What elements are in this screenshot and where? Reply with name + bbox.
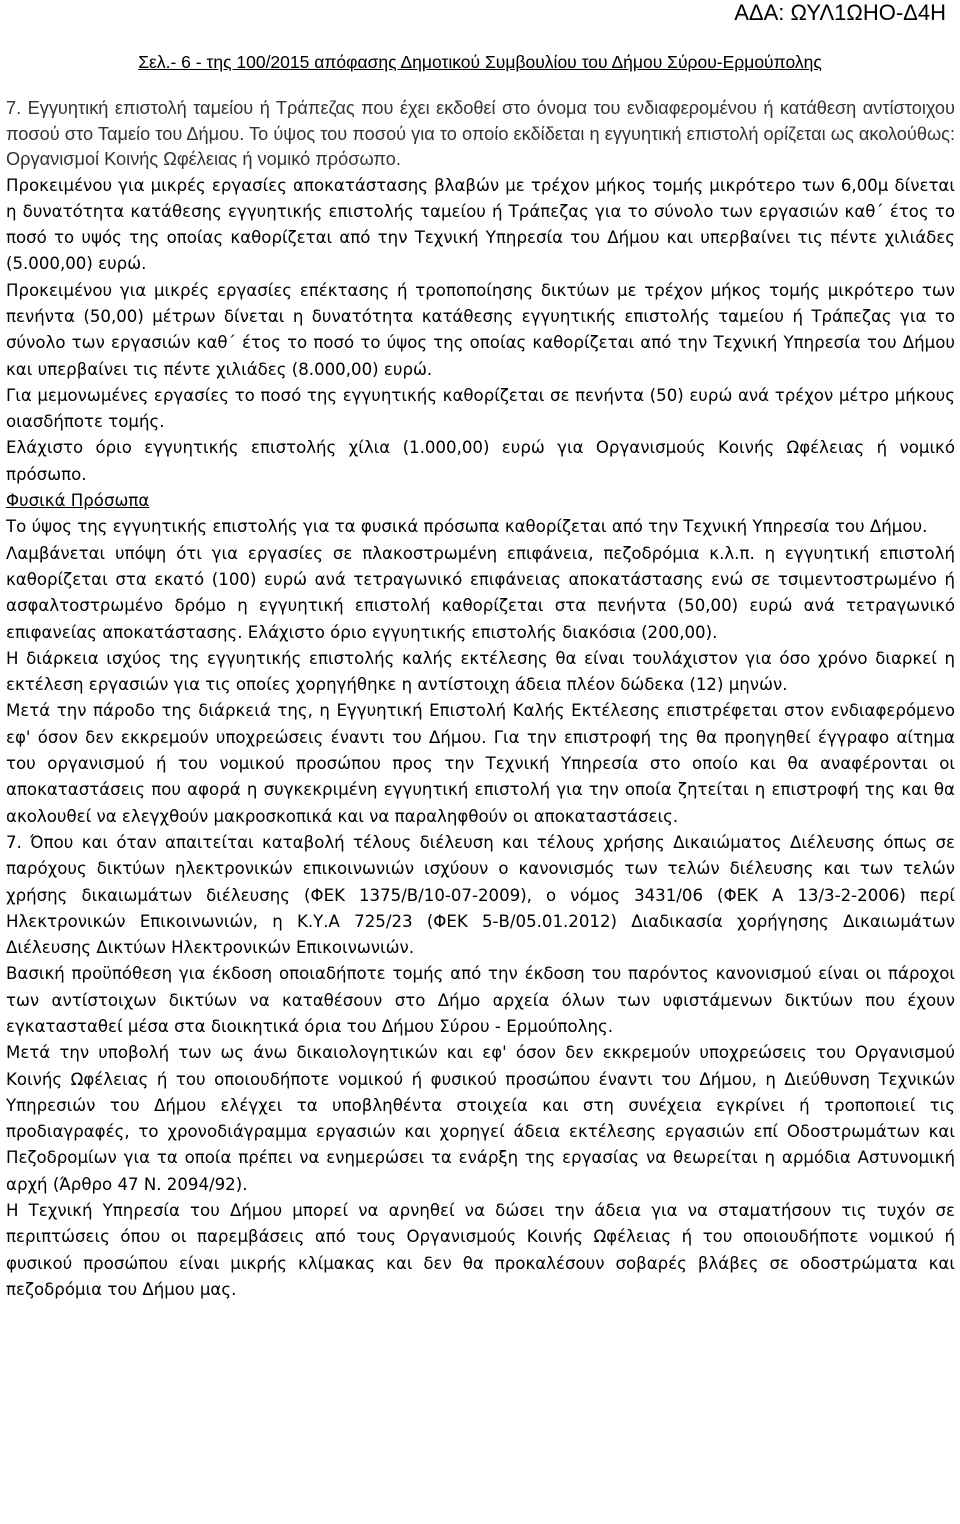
paragraph-passage-fees: 7. Όπου και όταν απαιτείται καταβολή τέλους διέλευση και τέλους χρήσης Δικαιώματος Διέλευσης όπως σε παρόχους δικτύων ηλεκτρονικών επικοινωνιών ισχύουν ο κανονισμός των τελών διέλευσης και των τελών χρήσης δικαιωμάτων διέλευσης (ΦΕΚ 1375/Β/10-07-2009), ο νόμος 3431/06 (ΦΕΚ Α 13/3-2-2006) περί Ηλεκτρονικών Επικοινωνιών, η Κ.Υ.Α 725/23 (ΦΕΚ 5-Β/05.01.2012) Διαδικασία χορήγησης Δικαιωμάτων Διέλευσης Δικτύων Ηλεκτρονικών Επικοινωνιών. bbox=[6, 832, 955, 958]
paragraph-repair-works: Προκειμένου για μικρές εργασίες αποκατάστασης βλαβών με τρέχον μήκος τομής μικρότερο των 6,00μ δίνεται η δυνατότητα κατάθεσης εγγυητικής επιστολής ταμείου ή Τράπεζας για το σύνολο των εργασιών καθ΄ έτος το ποσό το υψός της οποίας καθορίζεται από την Τεχνική Υπηρεσία του Δήμου και υπερβαίνει τις πέντε χιλιάδες (5.000,00) ευρώ. bbox=[6, 175, 955, 274]
paragraph-natural-persons-amount: Το ύψος της εγγυητικής επιστολής για τα φυσικά πρόσωπα καθορίζεται από την Τεχνική Υπηρεσία του Δήμου. bbox=[6, 517, 928, 537]
paragraph-guarantee-letter: 7. Εγγυητική επιστολή ταμείου ή Τράπεζας που έχει εκδοθεί στο όνομα του ενδιαφερομένου ή κατάθεση αντίστοιχου ποσού στο Ταμείο του Δήμου. Το ύψος του ποσού για το οποίο εκδίδεται η εγγυητική επιστολή ορίζεται ως ακολούθως: Οργανισμοί Κοινής Ωφέλειας ή νομικό πρόσωπο. bbox=[6, 98, 955, 169]
paragraph-individual-works: Για μεμονωμένες εργασίες το ποσό της εγγυητικής καθορίζεται σε πενήντα (50) ευρώ ανά τρέχον μέτρο μήκους οιασδήποτε τομής. bbox=[6, 385, 955, 432]
paragraph-validity-duration: Η διάρκεια ισχύος της εγγυητικής επιστολής καλής εκτέλεσης θα είναι τουλάχιστον για όσο χρόνο διαρκεί η εκτέλεση εργασιών για τις οποίες χορηγήθηκε η αντίστοιχη άδεια πλέον δώδεκα (12) μηνών. bbox=[6, 648, 955, 695]
ada-code: ΑΔΑ: ΩΥΛ1ΩΗΟ-Δ4Η bbox=[734, 0, 946, 25]
paragraph-return-of-letter: Μετά την πάροδο της διάρκειά της, η Εγγυητική Επιστολή Καλής Εκτέλεσης επιστρέφεται στον ενδιαφερόμενο εφ' όσον δεν εκκρεμούν υποχρεώσεις έναντι του Δήμου. Για την επιστροφή της θα προηγηθεί έγγραφο αίτημα του οργανισμού ή του νομικού προσώπου προς την Τεχνική Υπηρεσία στο οποίο και θα αναφέρονται οι αποκαταστάσεις που αφορά η συγκεκριμένη εγγυητική επιστολή για την οποία ζητείται η επιστροφή της και θα ακολουθεί να ελεγχθούν μακροσκοπικά και να παραληφθούν οι αποκαταστάσεις. bbox=[6, 701, 955, 826]
heading-natural-persons: Φυσικά Πρόσωπα bbox=[6, 491, 150, 511]
paragraph-basic-prerequisite: Βασική προϋπόθεση για έκδοση οποιαδήποτε τομής από την έκδοση του παρόντος κανονισμού είναι οι πάροχοι των αντίστοιχων δικτύων να καταθέσουν στο Δήμο αρχεία όλων των υφιστάμενων δικτύων που έχουν εγκατασταθεί μέσα στα διοικητικά όρια του Δήμου Σύρου - Ερμούπολης. bbox=[6, 964, 955, 1036]
running-header: Σελ.- 6 - της 100/2015 απόφασης Δημοτικού Συμβουλίου του Δήμου Σύρου-Ερμούπολης bbox=[138, 52, 822, 72]
paragraph-extension-works: Προκειμένου για μικρές εργασίες επέκτασης ή τροποποίησης δικτύων με τρέχον μήκος τομής μικρότερο των πενήντα (50,00) μέτρων δίνεται η δυνατότητα κατάθεσης εγγυητικής επιστολής ταμείου ή Τράπεζας για το σύνολο των εργασιών καθ΄ έτος το ποσό το ύψος της οποίας καθορίζεται από την Τεχνική Υπηρεσία του Δήμου και υπερβαίνει τις πέντε χιλιάδες (8.000,00) ευρώ. bbox=[6, 280, 955, 379]
paragraph-permit-refusal: Η Τεχνική Υπηρεσία του Δήμου μπορεί να αρνηθεί να δώσει την άδεια για να σταματήσουν τις τυχόν σε περιπτώσεις όπου οι παρεμβάσεις από τους Οργανισμούς Κοινής Ωφέλειας ή του οποιουδήποτε νομικού ή φυσικού προσώπου είναι μικρής κλίμακας και δεν θα προκαλέσουν σοβαρές βλάβες σε οδοστρώματα και πεζοδρόμια του Δήμου μας. bbox=[6, 1201, 955, 1299]
paragraph-paved-surfaces: Λαμβάνεται υπόψη ότι για εργασίες σε πλακοστρωμένη επιφάνεια, πεζοδρόμια κ.λ.π. η εγγυητική επιστολή καθορίζεται στα εκατό (100) ευρώ ανά τετραγωνικό επιφάνειας αποκατάστασης ενώ σε τσιμεντοστρωμένο ή ασφαλτοστρωμένο δρόμο η εγγυητική επιστολή καθορίζεται στα πενήντα (50,00) ευρώ ανά τετραγωνικό επιφανείας αποκατάστασης. Ελάχιστο όριο εγγυητικής επιστολής διακόσια (200,00). bbox=[6, 543, 955, 642]
paragraph-permit-process: Μετά την υποβολή των ως άνω δικαιολογητικών και εφ' όσον δεν εκκρεμούν υποχρεώσεις του Οργανισμού Κοινής Ωφέλειας ή του οποιουδήποτε νομικού ή φυσικού προσώπου έναντι του Δήμου, η Διεύθυνση Τεχνικών Υπηρεσιών του Δήμου ελέγχει τα υποβληθέντα στοιχεία και στη συνέχεια εγκρίνει ή τροποποιεί τις προδιαγραφές, το χρονοδιάγραμμα εργασιών και χορηγεί άδεια εκτέλεσης εργασιών επί Οδοστρωμάτων και Πεζοδρομίων για τα οποία πρέπει να ενημερώσει τα ενάρξη της εργασίας να θεωρείται η αρμόδια Αστυνομική αρχή (Άρθρο 47 Ν. 2094/92). bbox=[6, 1043, 955, 1194]
paragraph-minimum-limit: Ελάχιστο όριο εγγυητικής επιστολής χίλια (1.000,00) ευρώ για Οργανισμούς Κοινής Ωφέλειας ή νομικό πρόσωπο. bbox=[6, 438, 955, 484]
body-text bbox=[6, 96, 955, 1303]
